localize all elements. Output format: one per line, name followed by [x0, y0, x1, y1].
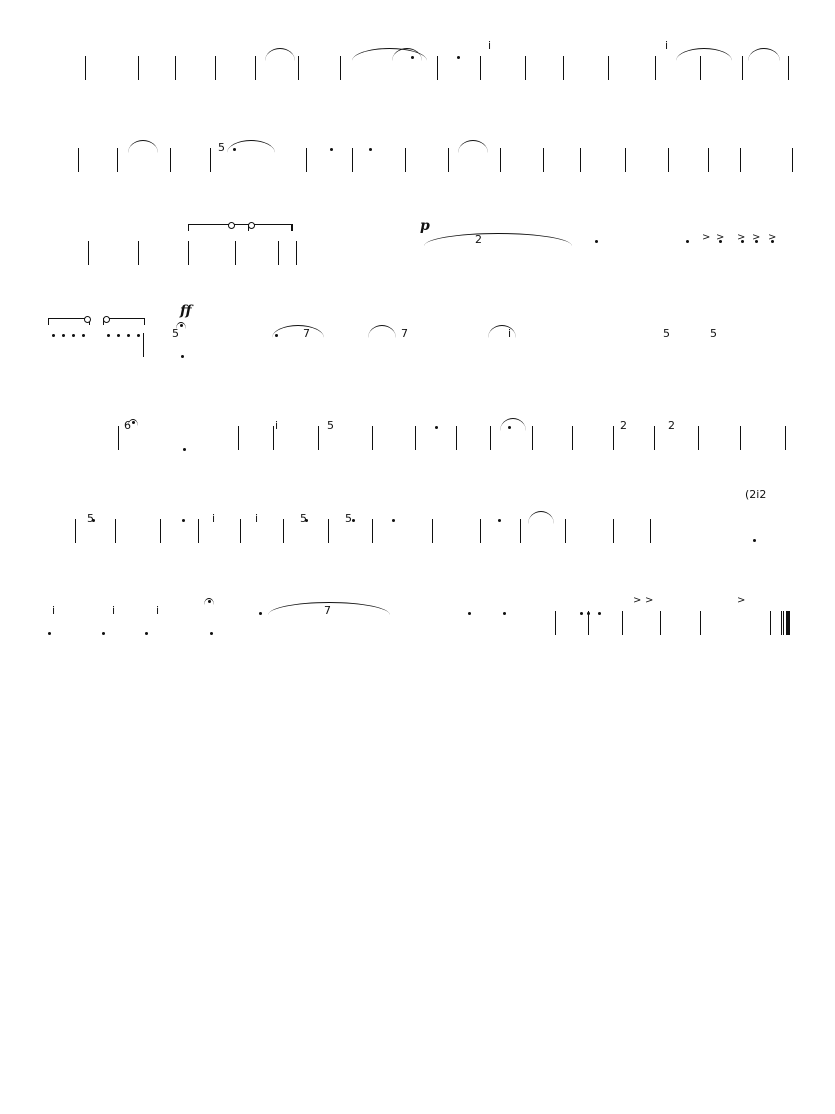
octave-dot — [392, 519, 395, 522]
bar-line — [650, 519, 651, 543]
bar-line — [740, 148, 741, 172]
octave-dot — [102, 632, 105, 635]
score-system — [0, 120, 835, 216]
bar-line — [215, 56, 216, 80]
bar-line — [448, 148, 449, 172]
octave-dot — [369, 148, 372, 151]
bar-line — [188, 241, 189, 265]
bar-line — [75, 519, 76, 543]
octave-dot — [145, 632, 148, 635]
bar-line — [500, 148, 501, 172]
grace-note: i — [156, 604, 160, 617]
bar-line — [580, 148, 581, 172]
bar-line — [117, 148, 118, 172]
bar-line — [622, 611, 623, 635]
score-system — [0, 28, 835, 124]
bar-line — [328, 519, 329, 543]
bar-line — [543, 148, 544, 172]
grace-note: i — [255, 512, 259, 525]
grace-note: 6 — [124, 419, 131, 432]
grace-note: i — [212, 512, 216, 525]
octave-dot — [468, 612, 471, 615]
octave-dot — [52, 334, 55, 337]
grace-note: 5 — [172, 327, 179, 340]
bar-line — [520, 519, 521, 543]
octave-dot — [182, 519, 185, 522]
grace-note: i — [275, 419, 279, 432]
bar-line — [792, 148, 793, 172]
bar-line — [160, 519, 161, 543]
bar-line — [700, 611, 701, 635]
bar-line — [480, 56, 481, 80]
grace-note: 7 — [303, 327, 310, 340]
bar-line — [625, 148, 626, 172]
bar-line — [298, 56, 299, 80]
bar-line — [372, 519, 373, 543]
bar-line — [352, 148, 353, 172]
grace-note: 2 — [668, 419, 675, 432]
octave-dot — [117, 334, 120, 337]
bar-line — [654, 426, 655, 450]
accent-mark: > — [737, 595, 746, 606]
bar-line — [740, 426, 741, 450]
bar-line — [283, 519, 284, 543]
harmonic-ring — [228, 222, 235, 229]
bar-line — [655, 56, 656, 80]
dynamic-marking: ff — [180, 303, 192, 319]
bar-line — [175, 56, 176, 80]
bar-line — [480, 519, 481, 543]
octave-dot — [587, 612, 590, 615]
octave-dot — [503, 612, 506, 615]
octave-dot — [508, 426, 511, 429]
octave-dot — [183, 448, 186, 451]
bar-line — [608, 56, 609, 80]
octave-dot — [127, 334, 130, 337]
octave-dot — [753, 539, 756, 542]
octave-dot — [275, 334, 278, 337]
octave-dot — [457, 56, 460, 59]
accent-mark: > — [702, 232, 711, 243]
accent-mark: > — [737, 232, 746, 243]
octave-dot — [107, 334, 110, 337]
octave-dot — [48, 632, 51, 635]
bar-line — [143, 333, 144, 357]
grace-note: 5 — [345, 512, 352, 525]
bar-line — [115, 519, 116, 543]
octave-dot — [498, 519, 501, 522]
bar-line — [788, 56, 789, 80]
grace-note: (2i2 — [745, 488, 767, 501]
bar-line — [783, 611, 784, 635]
bar-line — [238, 426, 239, 450]
bar-line — [318, 426, 319, 450]
bar-line — [198, 519, 199, 543]
accent-mark: > — [645, 595, 654, 606]
bar-line — [437, 56, 438, 80]
bar-line — [668, 148, 669, 172]
bar-line — [255, 56, 256, 80]
final-bar-thick — [786, 611, 790, 635]
grace-note: i — [488, 39, 492, 52]
octave-dot — [82, 334, 85, 337]
accent-mark: > — [752, 232, 761, 243]
octave-dot — [595, 240, 598, 243]
grace-note: 5 — [663, 327, 670, 340]
bar-line — [660, 611, 661, 635]
grace-note: 5 — [218, 141, 225, 154]
octave-dot — [598, 612, 601, 615]
octave-dot — [62, 334, 65, 337]
bar-line — [698, 426, 699, 450]
score-system — [0, 398, 835, 494]
final-bar-thin — [781, 611, 782, 635]
score-system — [0, 583, 835, 679]
bar-line — [240, 519, 241, 543]
bar-line — [532, 426, 533, 450]
harmonic-ring — [84, 316, 91, 323]
octave-dot — [72, 334, 75, 337]
bar-line — [785, 426, 786, 450]
dynamic-marking: p — [420, 218, 430, 234]
bar-line — [138, 241, 139, 265]
bar-line — [340, 56, 341, 80]
octave-dot — [137, 334, 140, 337]
bar-line — [170, 148, 171, 172]
grace-note: 2 — [475, 233, 482, 246]
grace-note: i — [508, 327, 512, 340]
bar-line — [278, 241, 279, 265]
bar-line — [432, 519, 433, 543]
octave-dot — [435, 426, 438, 429]
grace-note: 7 — [401, 327, 408, 340]
bar-line — [613, 519, 614, 543]
harmonic-ring — [103, 316, 110, 323]
grace-note: 2 — [620, 419, 627, 432]
bar-line — [235, 241, 236, 265]
bar-line — [210, 148, 211, 172]
harmonic-ring — [248, 222, 255, 229]
grace-note: 7 — [324, 604, 331, 617]
accent-mark: > — [768, 232, 777, 243]
bar-line — [456, 426, 457, 450]
fermata-mark — [204, 598, 214, 605]
bar-line — [770, 611, 771, 635]
octave-dot — [259, 612, 262, 615]
bar-line — [708, 148, 709, 172]
octave-dot — [411, 56, 414, 59]
bar-line — [555, 611, 556, 635]
octave-dot — [352, 519, 355, 522]
score-system — [0, 213, 835, 309]
octave-dot — [330, 148, 333, 151]
octave-dot — [181, 355, 184, 358]
grace-note: 5 — [327, 419, 334, 432]
bar-line — [88, 241, 89, 265]
grace-note: 5 — [87, 512, 94, 525]
bar-line — [372, 426, 373, 450]
bar-line — [613, 426, 614, 450]
grace-note: 5 — [710, 327, 717, 340]
grace-note: i — [665, 39, 669, 52]
bar-line — [405, 148, 406, 172]
bar-line — [296, 241, 297, 265]
bar-line — [78, 148, 79, 172]
bar-line — [525, 56, 526, 80]
bar-line — [565, 519, 566, 543]
bar-line — [306, 148, 307, 172]
bar-line — [85, 56, 86, 80]
grace-note: i — [112, 604, 116, 617]
bar-line — [118, 426, 119, 450]
bar-line — [415, 426, 416, 450]
octave-dot — [233, 148, 236, 151]
bar-line — [563, 56, 564, 80]
bar-line — [742, 56, 743, 80]
grace-note: i — [52, 604, 56, 617]
octave-dot — [210, 632, 213, 635]
accent-mark: > — [716, 232, 725, 243]
bar-line — [138, 56, 139, 80]
bar-line — [490, 426, 491, 450]
octave-dot — [580, 612, 583, 615]
accent-mark: > — [633, 595, 642, 606]
octave-dot — [686, 240, 689, 243]
grace-note: 5 — [300, 512, 307, 525]
score-system — [0, 488, 835, 587]
bar-line — [572, 426, 573, 450]
